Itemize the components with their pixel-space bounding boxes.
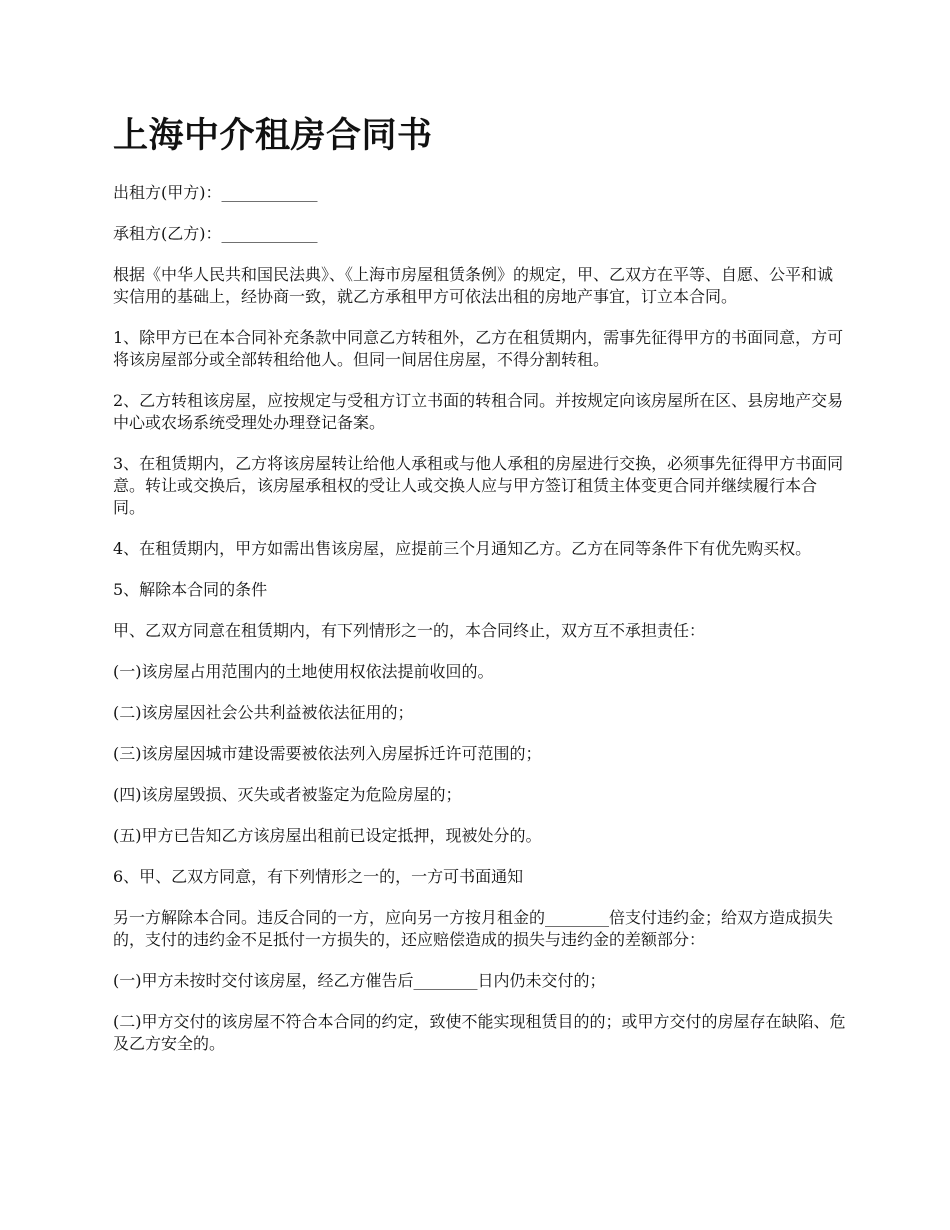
preamble-paragraph: 根据《中华人民共和国民法典》、《上海市房屋租赁条例》的规定，甲、乙双方在平等、自愿、公平和诚实信用的基础上，经协商一致，就乙方承租甲方可依法出租的房地产事宜，订立本合同。 [113,265,834,306]
clause-3: 3、在租赁期内，乙方将该房屋转让给他人承租或与他人承租的房屋进行交换，必须事先征得甲方书面同意。转让或交换后，该房屋承租权的受让人或交换人应与甲方签订租赁主体变更合同并继续履行本合同。 [113,454,844,517]
clause-5-item-5: (五)甲方已告知乙方该房屋出租前已设定抵押，现被处分的。 [113,826,542,845]
clause-6-item-1: (一)甲方未按时交付该房屋，经乙方催告后________日内仍未交付的； [113,971,606,990]
document-page [113,112,848,1074]
clause-4: 4、在租赁期内，甲方如需出售该房屋，应提前三个月通知乙方。乙方在同等条件下有优先购买权。 [113,539,812,558]
document-title: 上海中介租房合同书 [113,115,433,156]
clause-1: 1、除甲方已在本合同补充条款中同意乙方转租外，乙方在租赁期内，需事先征得甲方的书面同意，方可将该房屋部分或全部转租给他人。但同一间居住房屋，不得分割转租。 [113,328,844,369]
clause-6-intro: 另一方解除本合同。违反合同的一方，应向另一方按月租金的________倍支付违约金；给双方造成损失的，支付的违约金不足抵付一方损失的，还应赔偿造成的损失与违约金的差额部分： [113,908,834,949]
clause-5-item-3: (三)该房屋因城市建设需要被依法列入房屋拆迁许可范围的； [113,744,542,763]
clause-6-item-2: (二)甲方交付的该房屋不符合本合同的约定，致使不能实现租赁目的的；或甲方交付的房屋存在缺陷、危及乙方安全的。 [113,1012,846,1053]
lessee-line: 承租方(乙方)：____________ [113,224,318,243]
lessor-line: 出租方(甲方)：____________ [113,183,318,202]
clause-6-heading: 6、甲、乙双方同意，有下列情形之一的，一方可书面通知 [113,867,524,886]
clause-5-item-2: (二)该房屋因社会公共利益被依法征用的； [113,703,414,722]
clause-5-heading: 5、解除本合同的条件 [113,580,268,599]
clause-2: 2、乙方转租该房屋，应按规定与受租方订立书面的转租合同。并按规定向该房屋所在区、县房地产交易中心或农场系统受理处办理登记备案。 [113,391,844,432]
clause-5-item-4: (四)该房屋毁损、灭失或者被鉴定为危险房屋的； [113,785,462,804]
clause-5-intro: 甲、乙双方同意在租赁期内，有下列情形之一的，本合同终止，双方互不承担责任： [113,621,706,640]
clause-5-item-1: (一)该房屋占用范围内的土地使用权依法提前收回的。 [113,662,494,681]
